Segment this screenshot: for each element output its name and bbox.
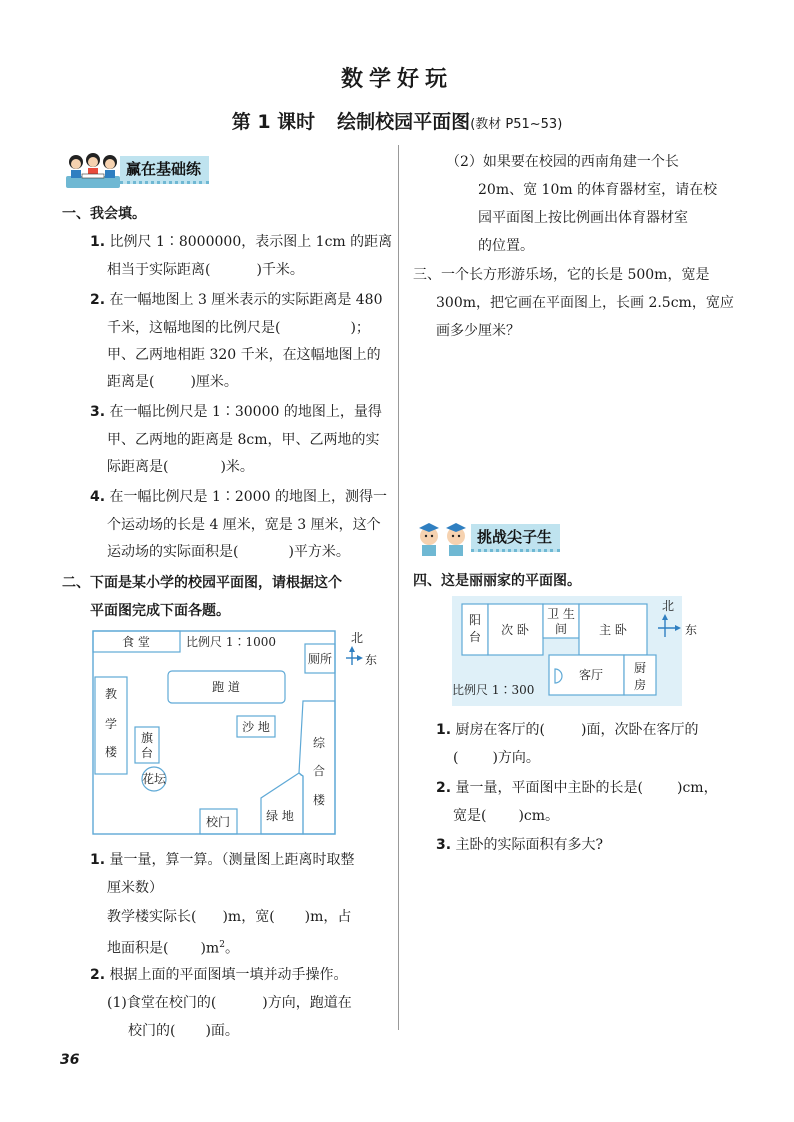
section3-line2: 300m，把它画在平面图上，长画 2.5cm，宽应 [436, 295, 734, 311]
compass-icon [346, 646, 363, 665]
lesson-number: 第 1 课时 [231, 111, 316, 133]
s4-q1-line1: 1. 厨房在客厅的( )面，次卧在客厅的 [436, 722, 699, 738]
page-number: 36 [60, 1052, 80, 1068]
s1-q4-line3: 运动场的实际面积是( )平方米。 [107, 544, 350, 560]
graduates-icon [413, 518, 475, 558]
s4-q2-line2: 宽是( )cm。 [453, 808, 560, 824]
s1-q3-line3: 际距离是( )米。 [107, 459, 254, 475]
second-bedroom-label: 次 卧 [501, 623, 529, 637]
kitchen-label-1: 厨 [633, 661, 647, 675]
s4-q2-line1: 2. 量一量，平面图中主卧的长是( )cm， [436, 780, 718, 796]
bathroom-label-1: 卫 生 [547, 607, 575, 621]
badge-challenge [413, 518, 560, 558]
teaching-label-3: 楼 [104, 745, 118, 759]
s2-q1-line2: 厘米数） [107, 880, 163, 896]
badge-basic-label: 赢在基础练 [120, 156, 209, 184]
badge-challenge-label: 挑战尖子生 [471, 524, 560, 552]
home-floor-plan [452, 596, 728, 708]
master-bedroom-label: 主 卧 [599, 623, 627, 637]
s2-q2-line1: 2. 根据上面的平面图填一填并动手操作。 [90, 967, 348, 983]
gate-label: 校门 [205, 815, 231, 829]
s1-q2-line2: 千米，这幅地图的比例尺是( )； [107, 320, 370, 336]
s2-q2-sub1-line2: 校门的( )面。 [128, 1023, 239, 1039]
toilet-label: 厕所 [307, 652, 333, 666]
north-label: 北 [351, 631, 364, 645]
s2-q2-sub2-line2: 20m、宽 10m 的体育器材室，请在校 [478, 182, 718, 198]
teaching-label-1: 教 [104, 687, 118, 701]
teaching-label-2: 学 [104, 717, 118, 731]
bathroom-label-2: 间 [554, 622, 568, 636]
s1-q1-line1: 1. 比例尺 1∶8000000，表示图上 1cm 的距离 [90, 234, 393, 250]
section4-heading: 四、这是丽丽家的平面图。 [413, 573, 581, 589]
s2-q2-sub1-line1: (1)食堂在校门的( )方向，跑道在 [107, 995, 352, 1011]
track-label: 跑 道 [212, 680, 240, 694]
s1-q2-line4: 距离是( )厘米。 [107, 374, 238, 390]
comp-label-3: 楼 [312, 793, 326, 807]
s2-q2-sub2-line1: （2）如果要在校园的西南角建一个长 [446, 154, 679, 170]
s2-q1-line3: 教学楼实际长( )m，宽( )m，占 [107, 909, 352, 925]
textbook-pages: (教材 P51~53) [470, 117, 563, 132]
column-divider [398, 145, 399, 1030]
s2-q1-line1: 1. 量一量，算一算。（测量图上距离时取整 [90, 852, 355, 868]
s1-q2-line1: 2. 在一幅地图上 3 厘米表示的实际距离是 480 [90, 292, 383, 308]
comp-label-2: 合 [312, 764, 326, 778]
canteen-label: 食 堂 [122, 635, 150, 649]
comp-label-1: 综 [312, 736, 326, 750]
east-label: 东 [365, 653, 378, 667]
section3-line1: 三、一个长方形游乐场，它的长是 500m，宽是 [413, 267, 710, 283]
campus-boundary [93, 631, 335, 834]
section2-heading-line1: 二、下面是某小学的校园平面图，请根据这个 [62, 575, 342, 591]
kitchen-label-2: 房 [633, 678, 647, 692]
s2-q2-sub2-line3: 园平面图上按比例画出体育器材室 [478, 210, 688, 226]
section2-heading-line2: 平面图完成下面各题。 [90, 603, 230, 619]
s1-q1-line2: 相当于实际距离( )千米。 [107, 262, 304, 278]
lesson-heading [0, 107, 794, 134]
kids-reading-icon [62, 150, 124, 190]
s1-q4-line1: 4. 在一幅比例尺是 1∶2000 的地图上，测得一 [90, 489, 387, 505]
lesson-title: 绘制校园平面图 [337, 111, 471, 133]
green-label: 绿 地 [266, 809, 294, 823]
campus-map [88, 626, 384, 838]
s1-q3-line2: 甲、乙两地的距离是 8cm，甲、乙两地的实 [107, 432, 380, 448]
s1-q3-line1: 3. 在一幅比例尺是 1∶30000 的地图上，量得 [90, 404, 382, 420]
flower-label: 花坛 [141, 772, 167, 786]
section1-heading: 一、我会填。 [62, 206, 146, 222]
s1-q4-line2: 个运动场的长是 4 厘米，宽是 3 厘米，这个 [107, 517, 381, 533]
s1-q2-line3: 甲、乙两地相距 320 千米，在这幅地图上的 [107, 347, 381, 363]
green-area [261, 773, 303, 834]
s4-q1-line2: ( )方向。 [453, 750, 540, 766]
s4-q3-line1: 3. 主卧的实际面积有多大? [436, 837, 604, 853]
flag-label-1: 旗 [140, 731, 154, 745]
plan-east-label: 东 [685, 623, 698, 637]
map-scale-label: 比例尺 1∶1000 [186, 635, 276, 649]
plan-north-label: 北 [662, 599, 675, 613]
sandpit-label: 沙 地 [242, 720, 270, 734]
plan-scale-label: 比例尺 1∶300 [452, 683, 535, 697]
s2-q2-sub2-line4: 的位置。 [478, 238, 534, 254]
living-room-label: 客厅 [578, 668, 604, 682]
page-title: 数学好玩 [340, 67, 453, 92]
balcony-label-1: 阳 [468, 613, 482, 627]
s2-q1-line4: 地面积是( )$m^2$。 [107, 940, 239, 957]
balcony-label-2: 台 [468, 630, 482, 644]
flag-label-2: 台 [140, 746, 154, 760]
badge-basic [62, 150, 209, 190]
section3-line3: 画多少厘米？ [436, 323, 520, 339]
